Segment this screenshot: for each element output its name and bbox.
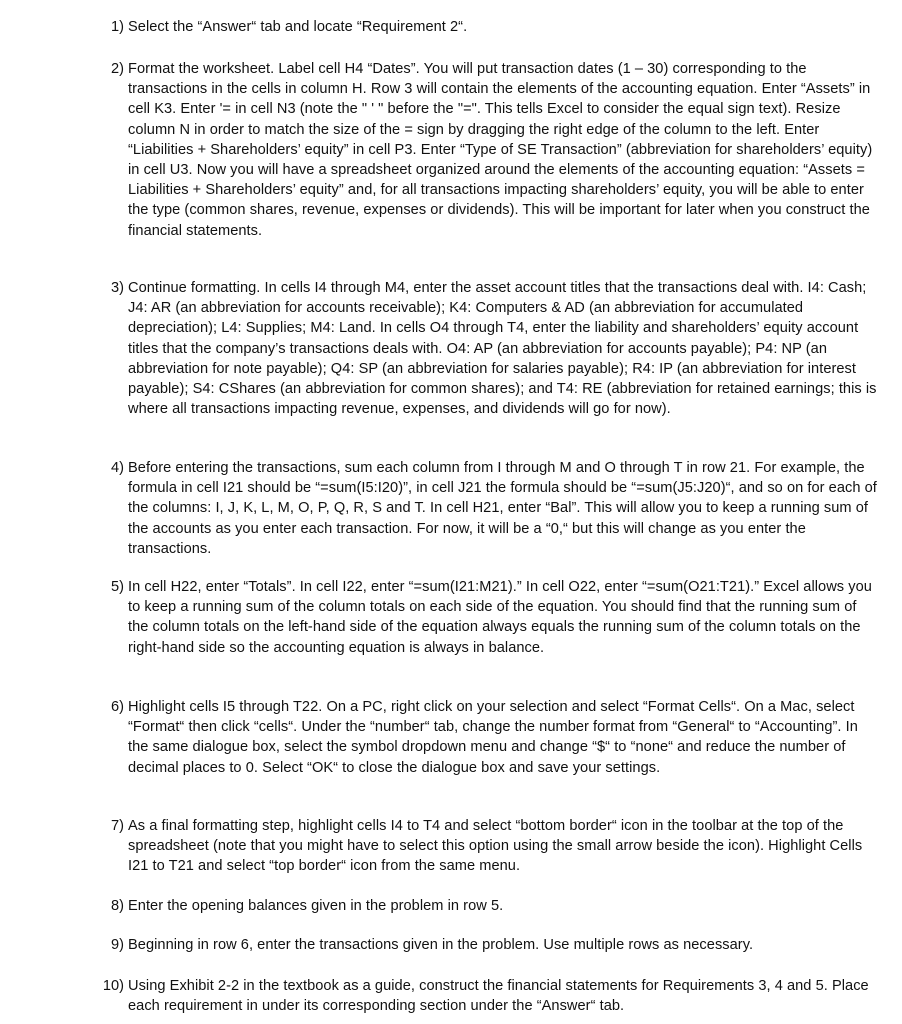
step-number: 3) <box>111 280 124 296</box>
step-text: Before entering the transactions, sum each column from I through M and O through T in row 21. For example, the formula in cell I21 should be “=sum(I5:I20)”, in cell J21 the formula should be “=sum(J5:J20)“, and so on for each of the columns: I, J, K, L, M, O, P, Q, R, S and T. In cell H21, enter “Bal”. This will allow you to keep a running sum of the accounts as you enter each transaction. For now, it will be a “0,“ but this will change as you enter the transactions. <box>128 460 877 557</box>
step-text: Using Exhibit 2-2 in the textbook as a guide, construct the financial statements for Requirements 3, 4 and 5. Place each requirement in under its corresponding section under the “Answer“ tab. <box>128 978 869 1015</box>
step-text: Highlight cells I5 through T22. On a PC, right click on your selection and select “Format Cells“. On a Mac, select “Format“ then click “cells“. Under the “number“ tab, change the number format from “General“ to “Accounting”. In the same dialogue box, select the symbol dropdown menu and change “$“ to “none“ and reduce the number of decimal places to 0. Select “OK“ to close the dialogue box and save your settings. <box>128 699 858 776</box>
step-text: Beginning in row 6, enter the transactions given in the problem. Use multiple rows as necessary. <box>128 937 754 953</box>
step-number: 8) <box>111 898 124 914</box>
step-text: Continue formatting. In cells I4 through M4, enter the asset account titles that the transactions deal with. I4: Cash; J4: AR (an abbreviation for accounts receivable); K4: Computers & AD (an abbreviation for accumulated depreciation); L4: Supplies; M4: Land. In cells O4 through T4, enter the liability and shareholders’ equity account titles that the company’s transactions deals with. O4: AP (an abbreviation for accounts payable); P4: NP (an abbreviation for note payable); Q4: SP (an abbreviation for salaries payable); R4: IP (an abbreviation for interest payable); S4: CShares (an abbreviation for common shares); and T4: RE (abbreviation for retained earnings; this is where all transactions impacting revenue, expenses, and dividends will go for now). <box>128 280 877 418</box>
step-number: 1) <box>111 19 124 35</box>
step-text: Enter the opening balances given in the problem in row 5. <box>128 898 504 914</box>
step-text: Format the worksheet. Label cell H4 “Dates”. You will put transaction dates (1 – 30) corresponding to the transactions in the cells in column H. Row 3 will contain the elements of the accounting equation. Enter “Assets” in cell K3. Enter '= in cell N3 (note the " ' " before the "=". This tells Excel to consider the equal sign text). Resize column N in order to match the size of the = sign by dragging the right edge of the column to the left. Enter “Liabilities + Shareholders’ equity” in cell P3. Enter “Type of SE Transaction” (abbreviation for shareholders’ equity) in cell U3. Now you will have a spreadsheet organized around the elements of the accounting equation: “Assets = Liabilities + Shareholders’ equity” and, for all transactions impacting shareholders’ equity, you will be able to enter the type (common shares, revenue, expenses or dividends). This will be important for later when you construct the financial statements. <box>128 61 873 239</box>
step-number: 10) <box>102 978 124 994</box>
step-number: 9) <box>111 937 124 953</box>
step-number: 6) <box>111 699 124 715</box>
step-number: 2) <box>111 61 124 77</box>
step-number: 7) <box>111 818 124 834</box>
step-text: Select the “Answer“ tab and locate “Requirement 2“. <box>128 19 468 35</box>
step-number: 4) <box>111 460 124 476</box>
step-number: 5) <box>111 579 124 595</box>
step-text: As a final formatting step, highlight cells I4 to T4 and select “bottom border“ icon in the toolbar at the top of the spreadsheet (note that you might have to select this option using the small arrow beside the icon). Highlight Cells I21 to T21 and select “top border“ icon from the same menu. <box>128 818 863 875</box>
step-text: In cell H22, enter “Totals”. In cell I22, enter “=sum(I21:M21).” In cell O22, enter “=sum(O21:T21).” Excel allows you to keep a running sum of the column totals on each side of the equation. You should find that the running sum of the column totals on the left-hand side of the equation always equals the running sum of the column totals on the right-hand side so the accounting equation is always in balance. <box>128 579 872 656</box>
